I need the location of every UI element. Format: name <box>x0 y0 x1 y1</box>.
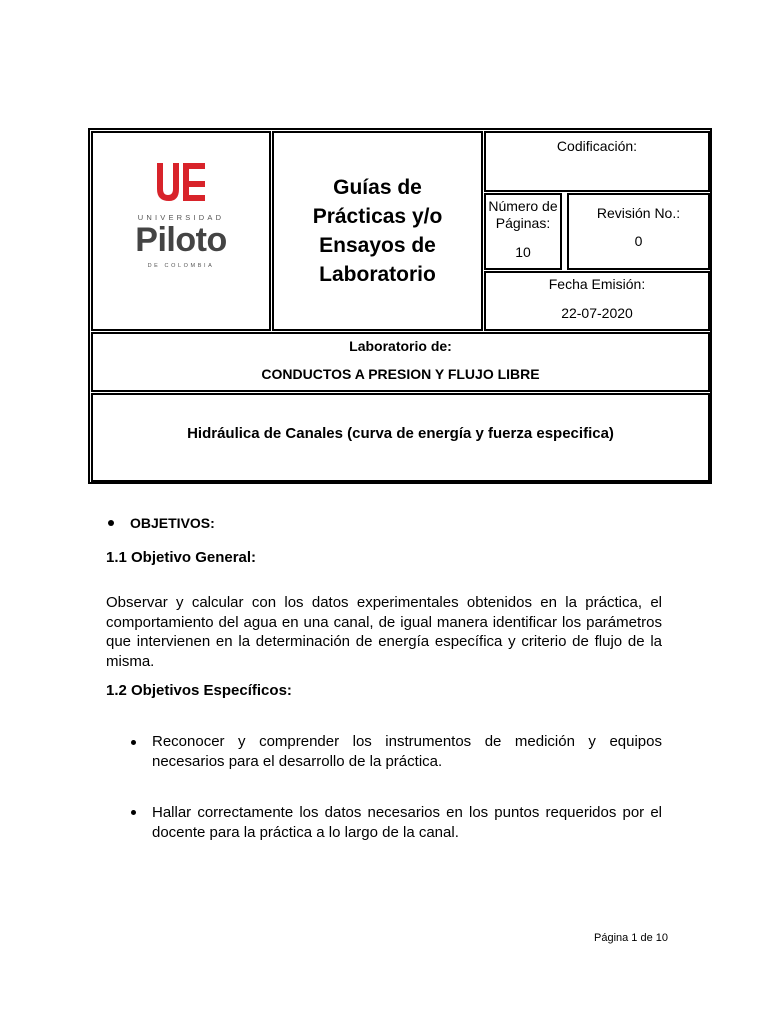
numero-paginas-value: 10 <box>515 244 531 260</box>
bullet-icon <box>108 520 114 526</box>
title-cell <box>272 131 483 331</box>
objetivos-heading: OBJETIVOS: <box>130 515 215 531</box>
title-line: Laboratorio <box>319 263 436 286</box>
upc-logo-icon <box>153 159 209 205</box>
revision-cell <box>567 193 710 270</box>
header-table <box>88 128 712 484</box>
logo-universidad-text: UNIVERSIDAD <box>137 213 225 222</box>
revision-label: Revisión No.: <box>596 205 681 221</box>
numero-paginas-label <box>486 198 560 232</box>
bullet-icon <box>131 740 136 745</box>
laboratorio-cell <box>91 332 710 392</box>
section-heading-1-2: 1.2 Objetivos Específicos: <box>106 682 292 699</box>
title-line: Ensayos de <box>319 234 436 257</box>
codificacion-label: Codificación: <box>556 138 638 154</box>
specific-objective-item: Hallar correctamente los datos necesarios en los puntos requeridos por el docente para la práctica a lo largo de la canal. <box>152 804 662 841</box>
laboratorio-label: Laboratorio de: <box>349 338 452 354</box>
section-heading-1-1: 1.1 Objetivo General: <box>106 549 257 566</box>
bullet-icon <box>131 810 136 815</box>
document-title <box>313 173 443 289</box>
logo-cell <box>91 131 271 331</box>
logo-colombia-text: DE COLOMBIA <box>147 263 215 269</box>
revision-value: 0 <box>634 233 643 249</box>
laboratorio-name: CONDUCTOS A PRESION Y FLUJO LIBRE <box>261 366 540 382</box>
title-line: Prácticas y/o <box>312 205 443 228</box>
logo-piloto-text: Piloto <box>135 221 227 259</box>
page-number: Página 1 de 10 <box>594 932 669 944</box>
numero-label-line1: Número de <box>488 198 558 214</box>
codificacion-cell <box>484 131 710 192</box>
numero-paginas-cell <box>484 193 562 270</box>
title-line: Guías de <box>333 176 422 199</box>
fecha-emision-label: Fecha Emisión: <box>548 276 646 292</box>
numero-label-line2: Páginas: <box>495 215 551 231</box>
university-logo <box>131 159 231 269</box>
fecha-emision-cell <box>484 271 710 331</box>
general-objective-paragraph: Observar y calcular con los datos experimentales obtenidos en la práctica, el comportamiento del agua en una canal, de igual manera identificar los parámetros que intervienen en la determinación de energía específica y criterio de flujo de la misma. <box>106 594 662 670</box>
topic-cell <box>91 393 710 482</box>
fecha-emision-value: 22-07-2020 <box>561 305 633 321</box>
specific-objective-item: Reconocer y comprender los instrumentos de medición y equipos necesarios para el desarrollo de la práctica. <box>152 733 662 770</box>
practice-topic: Hidráulica de Canales (curva de energía y fuerza especifica) <box>187 425 614 442</box>
